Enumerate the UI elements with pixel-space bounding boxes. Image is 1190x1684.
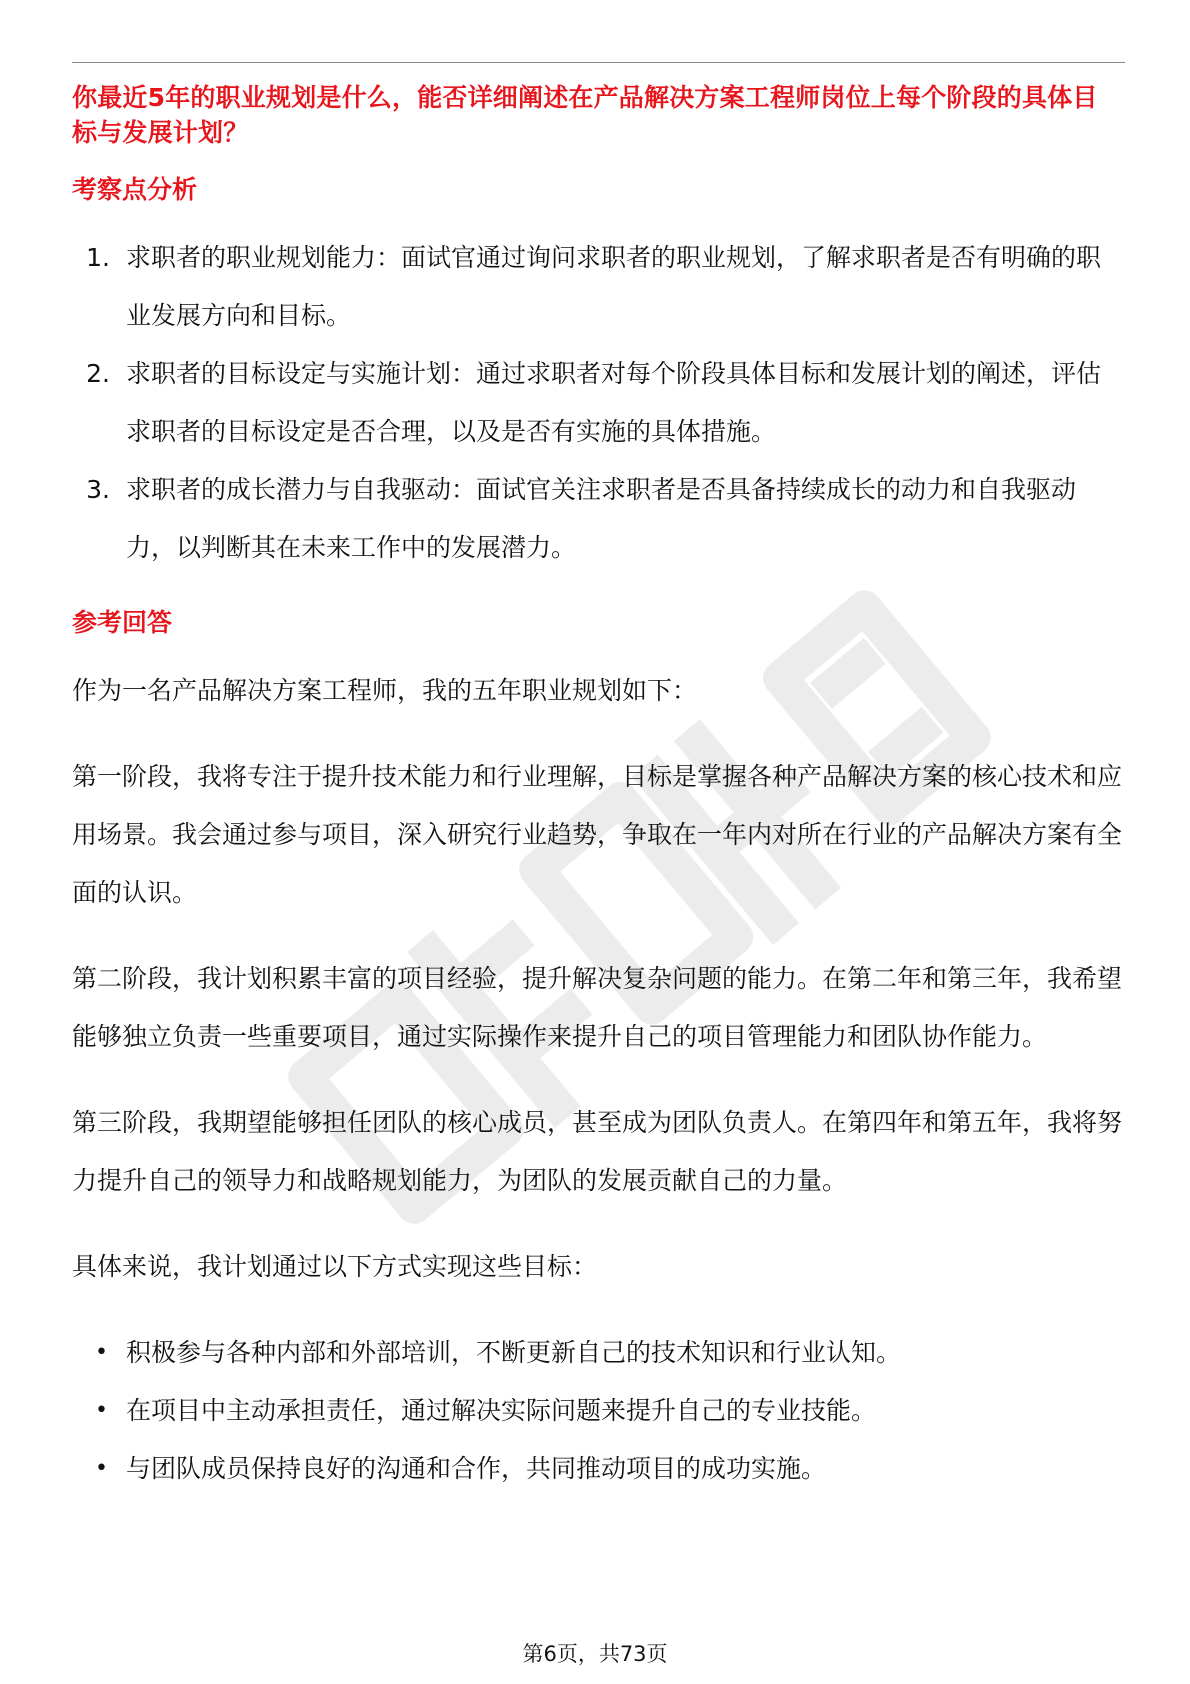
- bullet-text: 在项目中主动承担责任，通过解决实际问题来提升自己的专业技能。: [126, 1396, 877, 1425]
- main-content: [72, 80, 1122, 1498]
- analysis-list: [72, 229, 1122, 577]
- list-number: 3.: [86, 475, 110, 504]
- list-number: 1.: [86, 243, 110, 272]
- bullet-icon: •: [95, 1398, 108, 1423]
- bullet-text: 与团队成员保持良好的沟通和合作，共同推动项目的成功实施。: [126, 1454, 827, 1483]
- stage-paragraph-3: 第三阶段，我期望能够担任团队的核心成员，甚至成为团队负责人。在第四年和第五年，我将努力提升自己的领导力和战略规划能力，为团队的发展贡献自己的力量。: [72, 1108, 1123, 1195]
- analysis-item-text: 求职者的目标设定与实施计划：通过求职者对每个阶段具体目标和发展计划的阐述，评估求职者的目标设定是否合理，以及是否有实施的具体措施。: [126, 359, 1102, 446]
- stage-paragraph-2: 第二阶段，我计划积累丰富的项目经验，提升解决复杂问题的能力。在第二年和第三年，我希望能够独立负责一些重要项目，通过实际操作来提升自己的项目管理能力和团队协作能力。: [72, 964, 1123, 1051]
- list-number: 2.: [86, 359, 110, 388]
- bullet-text: 积极参与各种内部和外部培训，不断更新自己的技术知识和行业认知。: [126, 1338, 902, 1367]
- stage-paragraph-1: 第一阶段，我将专注于提升技术能力和行业理解，目标是掌握各种产品解决方案的核心技术和应用场景。我会通过参与项目，深入研究行业趋势，争取在一年内对所在行业的产品解决方案有全面的认识。: [72, 762, 1123, 907]
- answer-heading: 参考回答: [72, 608, 173, 637]
- interview-question: 你最近5年的职业规划是什么，能否详细阐述在产品解决方案工程师岗位上每个阶段的具体目标与发展计划？: [72, 83, 1098, 147]
- list-item: [72, 1382, 1122, 1440]
- analysis-item-text: 求职者的职业规划能力：面试官通过询问求职者的职业规划，了解求职者是否有明确的职业发展方向和目标。: [126, 243, 1102, 330]
- bullet-icon: •: [95, 1456, 108, 1481]
- bullet-icon: •: [95, 1340, 108, 1365]
- top-divider: [72, 62, 1125, 63]
- analysis-item-text: 求职者的成长潜力与自我驱动：面试官关注求职者是否具备持续成长的动力和自我驱动力，以判断其在未来工作中的发展潜力。: [126, 475, 1077, 562]
- analysis-item: [72, 345, 1122, 461]
- page-number-footer: 第6页，共73页: [522, 1642, 668, 1666]
- methods-bullet-list: [72, 1324, 1122, 1498]
- answer-intro: 作为一名产品解决方案工程师，我的五年职业规划如下：: [72, 676, 698, 705]
- list-item: [72, 1324, 1122, 1382]
- analysis-heading: 考察点分析: [72, 175, 198, 204]
- methods-intro: 具体来说，我计划通过以下方式实现这些目标：: [72, 1252, 598, 1281]
- analysis-item: [72, 461, 1122, 577]
- analysis-item: [72, 229, 1122, 345]
- list-item: [72, 1440, 1122, 1498]
